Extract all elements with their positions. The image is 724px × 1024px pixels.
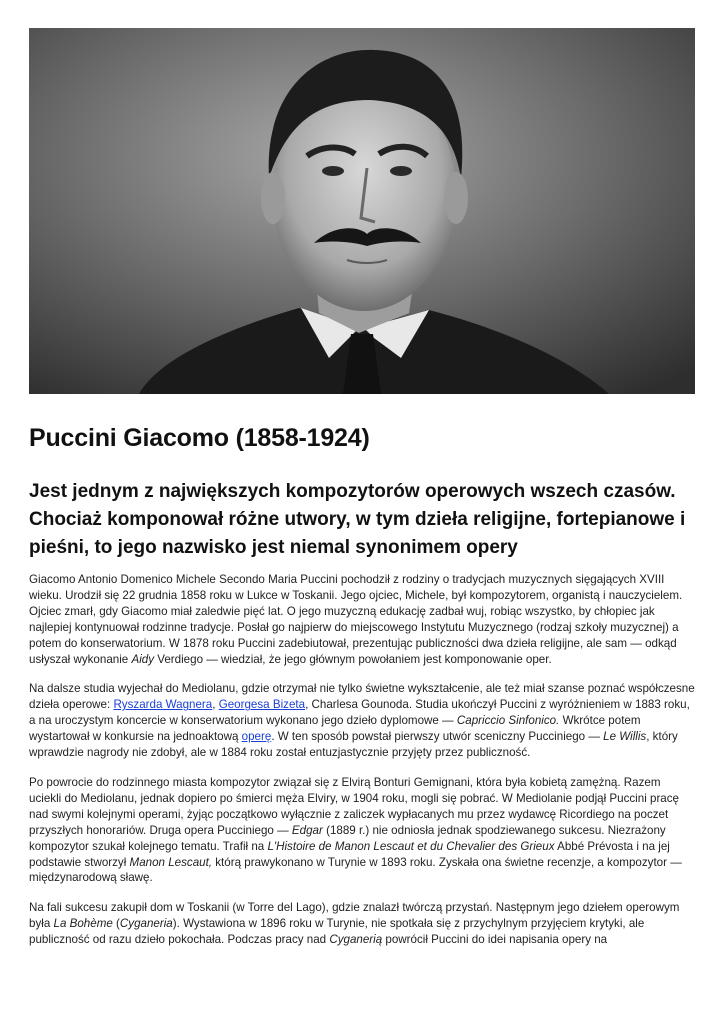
paragraph-1	[29, 572, 695, 667]
cyganeria-title: Cyganeria	[119, 917, 173, 931]
paragraph-4-text-a: Na fali sukcesu zakupił dom w Toskanii (w Torre del Lago), gdzie znalazł twórczą przystań. Następnym jego dziełem operowym była	[29, 901, 680, 931]
link-bizet[interactable]: Georgesa Bizeta	[218, 698, 306, 712]
paragraph-3-text-c: Abbé Prévosta i na jej podstawie stworzył	[29, 839, 670, 869]
paragraph-3-text-d: którą prawykonano w Turynie w 1893 roku. Zyskała ona świetne recenzje, a kompozytor — międzynarodową sławę.	[29, 855, 682, 885]
aida-title: Aidy	[131, 652, 155, 666]
cyganeria-title-2: Cyganerią	[329, 933, 383, 947]
paragraph-1-text-b: Verdiego — wiedział, że jego głównym powołaniem jest komponowanie oper.	[154, 652, 552, 666]
paragraph-2-text-b: , Charlesa Gounoda. Studia ukończył Puccini z wyróżnieniem w 1883 roku, a na uroczystym koncercie w konserwatorium wykonano jego dzieło dyplomowe —	[29, 698, 690, 728]
paragraph-3-text-a: Po powrocie do rodzinnego miasta kompozytor związał się z Elvirą Bonturi Gemignani, która była kobietą zamężną. Razem uciekli do Mediolanu, jednak dopiero po śmierci męża Elviry, w 1904 roku, mogli się pobrać. W Mediolanie podjął Puccini pracę nad swymi kolejnymi operami, żyjąc początkowo wyłącznie z zaliczek wypłacanych mu przez wydawcę Ricordiego na poczet przyszłych honorariów. Druga opera Pucciniego —	[29, 775, 679, 837]
le-willis-title: Le Willis	[603, 730, 647, 744]
la-boheme-title: La Bohème	[53, 917, 113, 931]
page-subtitle: Jest jednym z największych kompozytorów operowych wszech czasów. Chociaż komponował różne utwory, w tym dzieła religijne, fortepianowe i pieśni, to jego nazwisko jest niemal synonimem opery	[29, 481, 686, 558]
link-opera[interactable]: operę	[241, 730, 272, 744]
paragraph-4	[29, 900, 695, 948]
paragraph-2-separator: ,	[212, 698, 219, 712]
paragraph-2-text-c: Wkrótce potem wystartował w konkursie na jednoaktową	[29, 714, 641, 744]
paragraph-2-text-a: Na dalsze studia wyjechał do Mediolanu, gdzie otrzymał nie tylko świetne wykształcenie, ale też miał szanse poznać współczesne dzieła operowe:	[29, 682, 695, 712]
manon-lescaut-title: Manon Lescaut,	[129, 855, 213, 869]
capriccio-title: Capriccio Sinfonico.	[456, 714, 560, 728]
paragraph-4-text-c: ). Wystawiona w 1896 roku w Turynie, nie spotkała się z przychylnym przyjęciem krytyki, ale publiczność od razu dzieło pokochała. Podczas pracy nad	[29, 917, 645, 947]
paragraph-1-text-a: Giacomo Antonio Domenico Michele Secondo Maria Puccini pochodził z rodziny o tradycjach muzycznych sięgających XVIII wieku. Urodził się 22 grudnia 1858 roku w Lukce w Toskanii. Jego ojciec, Michele, był kompozytorem, organistą i nauczycielem. Ojciec zmarł, gdy Giacomo miał zaledwie pięć lat. O jego muzyczną edukację zadbał wuj, robiąc wszystko, by chłopiec jak najlepiej kontynuował rodzinne tradycje. Posłał go najpierw do miejscowego Instytutu Muzycznego (rodzaj szkoły muzycznej) a potem do konserwatorium. W 1878 roku Puccini zadebiutował, prezentując publiczności dwa dzieła religijne, ale sam — odkąd usłyszał wykonanie	[29, 573, 683, 666]
paragraph-2-text-e: , który wprawdzie nagrody nie zdobył, ale w 1884 roku został entuzjastycznie przyjęty przez publiczność.	[29, 730, 678, 760]
portrait-photo	[29, 28, 695, 394]
paragraph-4-text-d: powrócił Puccini do idei napisania opery na	[382, 933, 608, 947]
article-body	[29, 572, 695, 962]
page-title: Puccini Giacomo (1858-1924)	[29, 424, 370, 452]
paragraph-2-text-d: . W ten sposób powstał pierwszy utwór sceniczny Pucciniego —	[271, 730, 604, 744]
link-wagner[interactable]: Ryszarda Wagnera	[113, 698, 213, 712]
paragraph-2	[29, 681, 695, 761]
paragraph-4-text-b: (	[112, 917, 120, 931]
edgar-title: Edgar	[291, 823, 323, 837]
histoire-title: L'Histoire de Manon Lescaut et du Chevalier des Grieux	[267, 839, 555, 853]
paragraph-3-text-b: (1889 r.) nie odniosła jednak spodziewanego sukcesu. Niezrażony kompozytor szukał kolejnego tematu. Trafił na	[29, 823, 666, 853]
portrait-illustration	[29, 28, 695, 394]
paragraph-3	[29, 775, 695, 886]
